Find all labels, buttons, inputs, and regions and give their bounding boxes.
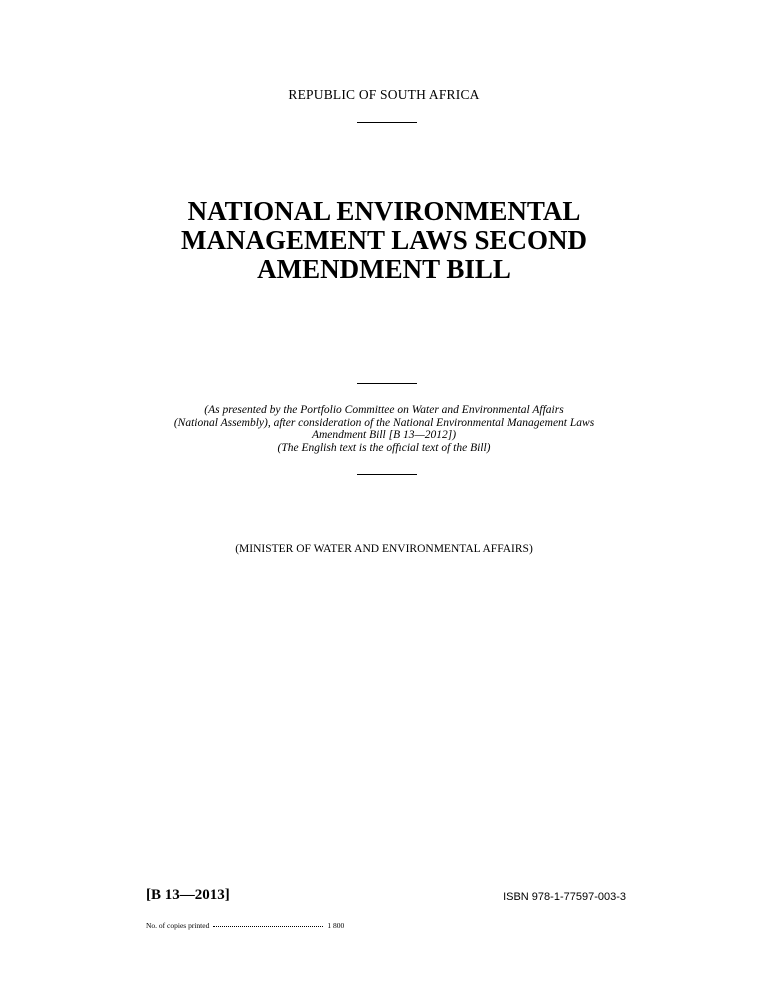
dotted-leader	[213, 926, 323, 927]
copies-printed-value: 1 800	[327, 921, 345, 930]
bill-title-line: NATIONAL ENVIRONMENTAL	[187, 196, 581, 226]
minister-line: (MINISTER OF WATER AND ENVIRONMENTAL AFFAIRS)	[235, 543, 533, 555]
presented-note-line: (As presented by the Portfolio Committee on Water and Environmental Affairs	[204, 404, 564, 416]
copies-printed-label: No. of copies printed	[146, 921, 210, 930]
presented-note-line: Amendment Bill [B 13—2012])	[311, 429, 457, 442]
bill-title-line: MANAGEMENT LAWS SECOND	[180, 225, 588, 255]
bill-title-line: AMENDMENT BILL	[257, 254, 511, 284]
divider-rule	[357, 122, 417, 123]
presented-note-line: (The English text is the offıcial text of the Bill)	[277, 441, 491, 454]
country-heading: REPUBLIC OF SOUTH AFRICA	[288, 87, 480, 102]
presented-note-line: (National Assembly), after consideration of the National Environmental Management Laws	[173, 416, 595, 429]
copies-printed	[146, 921, 344, 930]
divider-rule	[357, 383, 417, 384]
bill-title	[0, 197, 768, 284]
isbn-number: ISBN 978-1-77597-003-3	[503, 891, 626, 903]
divider-rule	[357, 474, 417, 475]
presented-note	[0, 404, 768, 454]
bill-number: [B 13—2013]	[146, 887, 230, 903]
